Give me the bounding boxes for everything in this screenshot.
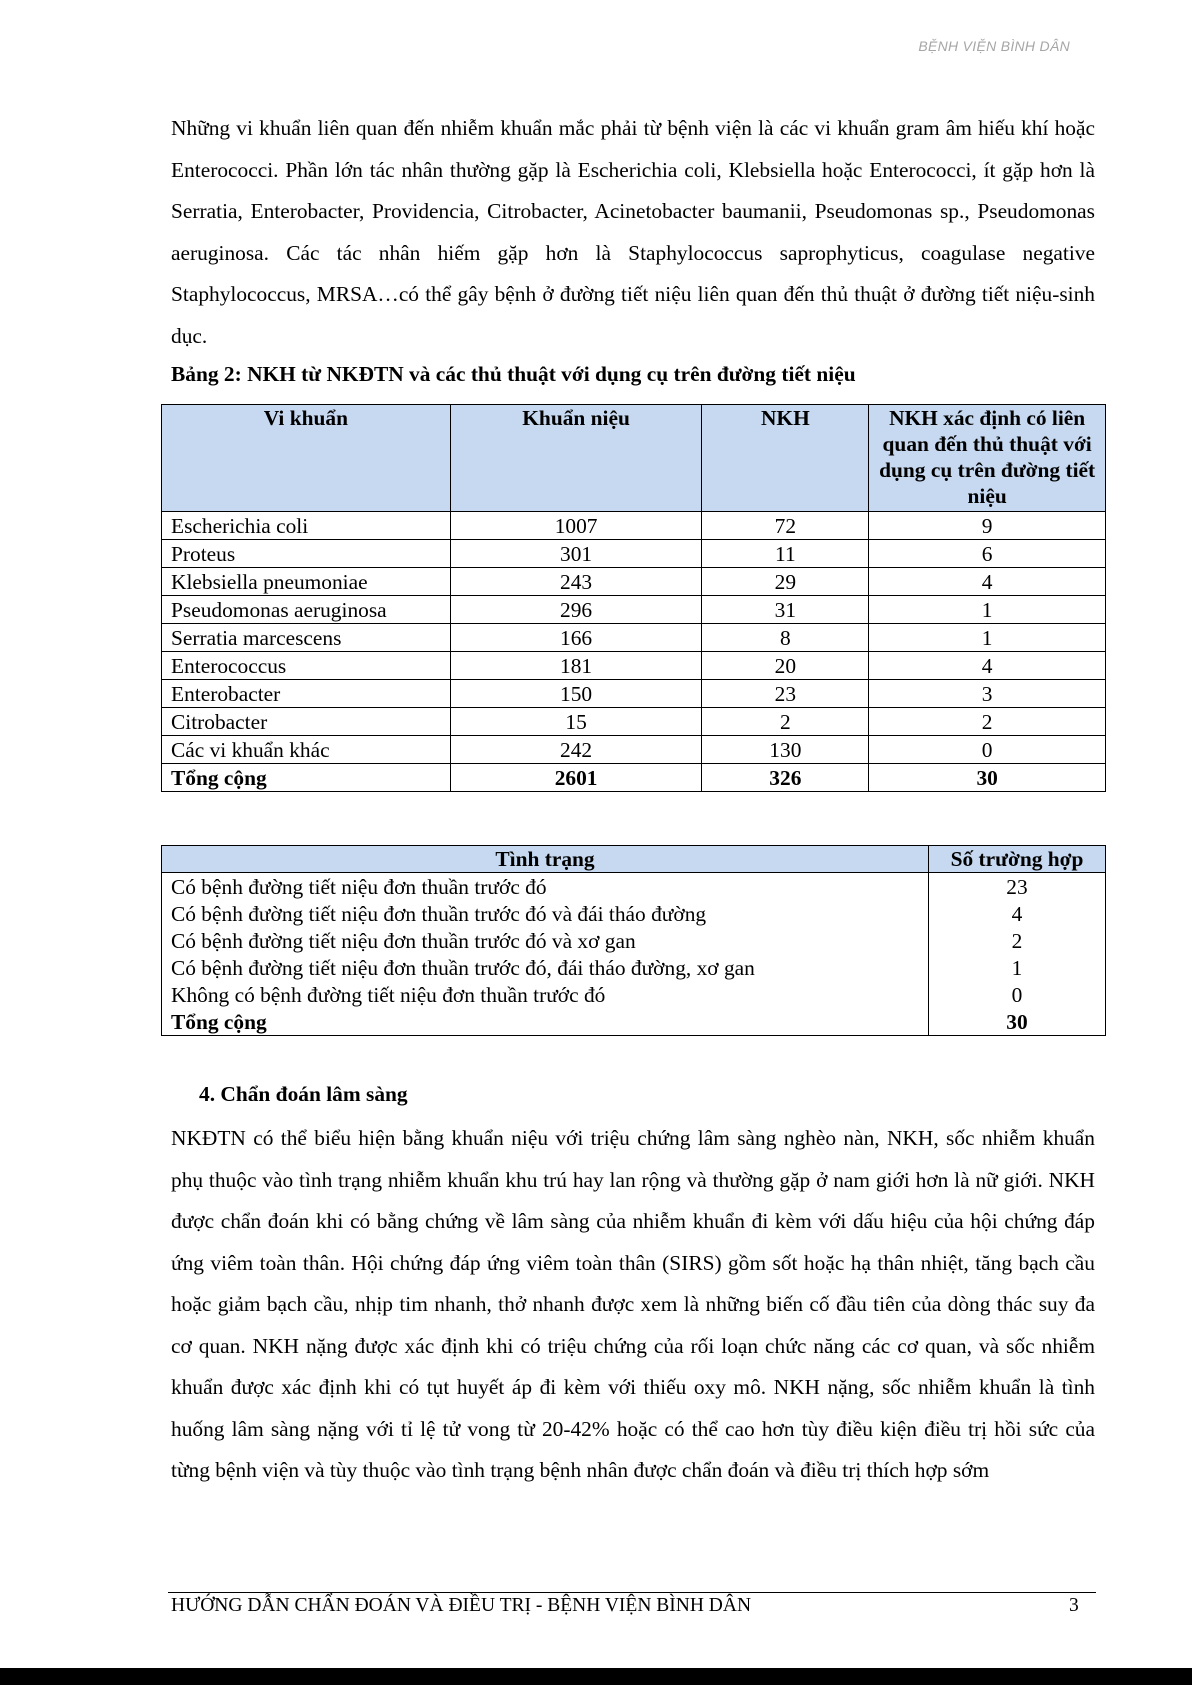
cell-condition: Có bệnh đường tiết niệu đơn thuần trước đó — [162, 873, 929, 901]
cell-bacteriuria: 296 — [450, 596, 702, 624]
cell-bacteriuria: 301 — [450, 540, 702, 568]
header-condition: Tình trạng — [162, 846, 929, 873]
cell-bacteriuria: 15 — [450, 708, 702, 736]
table-row — [162, 512, 1106, 540]
cell-nkh-procedure: 2 — [869, 708, 1106, 736]
running-header: BỆNH VIỆN BÌNH DÂN — [918, 38, 1070, 54]
total-case-count: 30 — [929, 1008, 1106, 1036]
total-label: Tổng cộng — [162, 1008, 929, 1036]
page-number: 3 — [1069, 1595, 1079, 1616]
cell-bacteriuria: 150 — [450, 680, 702, 708]
cell-nkh-procedure: 1 — [869, 624, 1106, 652]
cell-case-count: 23 — [929, 873, 1106, 901]
section-paragraph: NKĐTN có thể biểu hiện bằng khuẩn niệu với triệu chứng lâm sàng nghèo nàn, NKH, sốc nhiễm khuẩn phụ thuộc vào tình trạng nhiễm khuẩn khu trú hay lan rộng và thường gặp ở nam giới hơn là nữ giới. NKH được chẩn đoán khi có bằng chứng về lâm sàng của nhiễm khuẩn đi kèm với dấu hiệu của hội chứng đáp ứng viêm toàn thân. Hội chứng đáp ứng viêm toàn thân (SIRS) gồm sốt hoặc hạ thân nhiệt, tăng bạch cầu hoặc giảm bạch cầu, nhịp tim nhanh, thở nhanh được xem là những biến cố đầu tiên của dòng thác suy đa cơ quan. NKH nặng được xác định khi có triệu chứng của rối loạn chức năng các cơ quan, và sốc nhiễm khuẩn được xác định khi có tụt huyết áp đi kèm với thiếu oxy mô. NKH nặng, sốc nhiễm khuẩn là tình huống lâm sàng nặng với tỉ lệ tử vong từ 20-42% hoặc có thể cao hơn tùy điều kiện điều trị hồi sức của từng bệnh viện và tùy thuộc vào tình trạng bệnh nhân được chẩn đoán và điều trị thích hợp sớm — [171, 1126, 1095, 1482]
table-total-row — [162, 764, 1106, 792]
table-row — [162, 596, 1106, 624]
cell-bacteria: Klebsiella pneumoniae — [162, 568, 451, 596]
table-row — [162, 652, 1106, 680]
cell-bacteria: Enterobacter — [162, 680, 451, 708]
cell-nkh-procedure: 4 — [869, 652, 1106, 680]
header-nkh: NKH — [702, 405, 869, 512]
section-heading: 4. Chẩn đoán lâm sàng — [199, 1082, 408, 1106]
cell-nkh: 23 — [702, 680, 869, 708]
cell-bacteria: Pseudomonas aeruginosa — [162, 596, 451, 624]
cell-bacteria: Escherichia coli — [162, 512, 451, 540]
cell-condition: Có bệnh đường tiết niệu đơn thuần trước đó và đái tháo đường — [162, 900, 929, 927]
table-row — [162, 568, 1106, 596]
total-bacteriuria: 2601 — [450, 764, 702, 792]
table-row — [162, 736, 1106, 764]
cell-bacteriuria: 166 — [450, 624, 702, 652]
cell-case-count: 1 — [929, 954, 1106, 981]
intro-paragraph: Những vi khuẩn liên quan đến nhiễm khuẩn mắc phải từ bệnh viện là các vi khuẩn gram âm hiếu khí hoặc Enterococci. Phần lớn tác nhân thường gặp là Escherichia coli, Klebsiella hoặc Enterococci, ít gặp hơn là Serratia, Enterobacter, Providencia, Citrobacter, Acinetobacter baumanii, Pseudomonas sp., Pseudomonas aeruginosa. Các tác nhân hiếm gặp hơn là Staphylococcus saprophyticus, coagulase negative Staphylococcus, MRSA…có thể gây bệnh ở đường tiết niệu liên quan đến thủ thuật ở đường tiết niệu-sinh dục. — [171, 116, 1095, 348]
page-bottom-bar — [0, 1668, 1192, 1685]
table-row — [162, 873, 1106, 901]
table-row — [162, 927, 1106, 954]
cell-bacteriuria: 243 — [450, 568, 702, 596]
table-header-row — [162, 405, 1106, 512]
header-bacteria: Vi khuẩn — [162, 405, 451, 512]
header-case-count: Số trường hợp — [929, 846, 1106, 873]
table-row — [162, 680, 1106, 708]
bacteria-table — [161, 404, 1106, 792]
cell-nkh: 130 — [702, 736, 869, 764]
cell-nkh-procedure: 9 — [869, 512, 1106, 540]
cell-bacteriuria: 242 — [450, 736, 702, 764]
cell-case-count: 2 — [929, 927, 1106, 954]
cell-nkh-procedure: 3 — [869, 680, 1106, 708]
table-row — [162, 708, 1106, 736]
cell-bacteria: Enterococcus — [162, 652, 451, 680]
header-nkh-procedure: NKH xác định có liên quan đến thủ thuật với dụng cụ trên đường tiết niệu — [869, 405, 1106, 512]
table-row — [162, 981, 1106, 1008]
cell-nkh-procedure: 4 — [869, 568, 1106, 596]
cell-bacteriuria: 1007 — [450, 512, 702, 540]
table-row — [162, 540, 1106, 568]
cell-bacteria: Citrobacter — [162, 708, 451, 736]
cell-nkh: 72 — [702, 512, 869, 540]
total-label: Tổng cộng — [162, 764, 451, 792]
cell-bacteriuria: 181 — [450, 652, 702, 680]
cell-bacteria: Các vi khuẩn khác — [162, 736, 451, 764]
cell-nkh: 29 — [702, 568, 869, 596]
total-nkh-procedure: 30 — [869, 764, 1106, 792]
footer-divider — [168, 1592, 1096, 1593]
cell-condition: Có bệnh đường tiết niệu đơn thuần trước đó, đái tháo đường, xơ gan — [162, 954, 929, 981]
cell-nkh: 8 — [702, 624, 869, 652]
cell-nkh: 11 — [702, 540, 869, 568]
cell-nkh: 31 — [702, 596, 869, 624]
cell-bacteria: Proteus — [162, 540, 451, 568]
table-row — [162, 954, 1106, 981]
table-row — [162, 624, 1106, 652]
cell-nkh: 20 — [702, 652, 869, 680]
condition-table — [161, 845, 1106, 1036]
header-bacteriuria: Khuẩn niệu — [450, 405, 702, 512]
cell-case-count: 4 — [929, 900, 1106, 927]
cell-nkh: 2 — [702, 708, 869, 736]
cell-condition: Có bệnh đường tiết niệu đơn thuần trước đó và xơ gan — [162, 927, 929, 954]
table-total-row — [162, 1008, 1106, 1036]
table-row — [162, 900, 1106, 927]
table-header-row — [162, 846, 1106, 873]
cell-condition: Không có bệnh đường tiết niệu đơn thuần trước đó — [162, 981, 929, 1008]
footer-title: HƯỚNG DẪN CHẨN ĐOÁN VÀ ĐIỀU TRỊ - BỆNH VIỆN BÌNH DÂN — [171, 1595, 752, 1616]
cell-nkh-procedure: 0 — [869, 736, 1106, 764]
table-caption: Bảng 2: NKH từ NKĐTN và các thủ thuật với dụng cụ trên đường tiết niệu — [171, 362, 856, 386]
total-nkh: 326 — [702, 764, 869, 792]
cell-nkh-procedure: 1 — [869, 596, 1106, 624]
cell-nkh-procedure: 6 — [869, 540, 1106, 568]
cell-bacteria: Serratia marcescens — [162, 624, 451, 652]
cell-case-count: 0 — [929, 981, 1106, 1008]
